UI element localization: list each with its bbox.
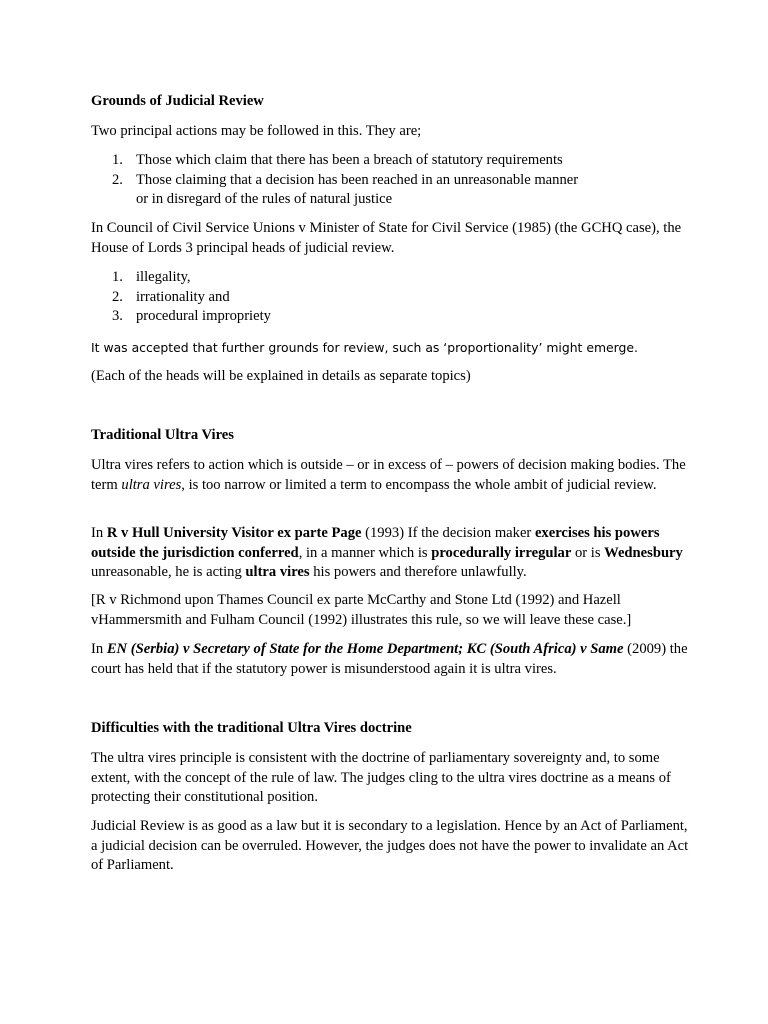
text-run: Ultra vires refers to action which is outside – or in excess of – powers of decision making bodies. The term [91, 457, 686, 493]
case-name: R v Hull University Visitor ex parte Page [106, 525, 362, 541]
difficulties-paragraph-2: Judicial Review is as good as a law but it is secondary to a legislation. Hence by an Act of Parliament, a judicial decision can be overruled. However, the judges does not have the power to invalidate an Act of Parliament. [91, 818, 689, 873]
text-run: unreasonable, he is acting [91, 564, 246, 580]
gchq-paragraph: In Council of Civil Service Unions v Minister of State for Civil Service (1985) (the GCHQ case), the House of Lords 3 principal heads of judicial review. [91, 220, 682, 256]
bold-phrase: Wednesbury [604, 544, 683, 561]
text-run: , is too narrow or limited a term to encompass the whole ambit of judicial review. [181, 476, 657, 493]
heads-note: (Each of the heads will be explained in details as separate topics) [91, 368, 471, 384]
bold-phrase: ultra vires [245, 564, 310, 580]
list-text: irrationality and [136, 288, 230, 305]
hull-university-paragraph [91, 524, 691, 583]
text-run: In [91, 525, 107, 541]
list-number: 2. [112, 171, 123, 188]
heads-list [91, 268, 691, 327]
proportionality-paragraph: It was accepted that further grounds for review, such as ‘proportionality’ might emerge. [91, 340, 638, 355]
text-run: (1993) If the decision maker [361, 525, 535, 541]
list-text: illegality, [136, 269, 191, 285]
text-run: (2009) the court has held that if the statutory power is misunderstood again it is ultra vires. [91, 641, 688, 677]
en-serbia-paragraph [91, 640, 691, 679]
list-text: Those which claim that there has been a breach of statutory requirements [136, 152, 563, 168]
heading-grounds: Grounds of Judicial Review [91, 93, 264, 109]
grounds-intro: Two principal actions may be followed in this. They are; [91, 123, 422, 139]
list-text: Those claiming that a decision has been reached in an unreasonable manner or in disregard of the rules of natural justice [136, 171, 579, 207]
heading-traditional-ultra-vires: Traditional Ultra Vires [91, 427, 234, 443]
text-run: his powers and therefore unlawfully. [309, 564, 527, 580]
bold-phrase: exercises his powers outside the jurisdiction conferred [91, 525, 660, 561]
breach-list [91, 151, 691, 210]
list-item [91, 288, 691, 308]
list-number: 2. [112, 288, 123, 305]
list-number: 3. [112, 308, 123, 324]
text-run: , in a manner which is [298, 544, 432, 561]
difficulties-paragraph-1: The ultra vires principle is consistent with the doctrine of parliamentary sovereignty and, to some extent, with the concept of the rule of law. The judges cling to the ultra vires doctrine as a means of protecting their constitutional position. [91, 750, 671, 805]
list-item [91, 171, 691, 210]
list-item [91, 307, 691, 327]
list-number: 1. [112, 152, 123, 168]
list-item [91, 268, 691, 288]
case-name: EN (Serbia) v Secretary of State for the Home Department; KC (South Africa) v Same [106, 641, 624, 657]
ultra-vires-term: ultra vires [121, 476, 182, 493]
list-number: 1. [112, 269, 123, 285]
list-text: procedural impropriety [136, 308, 271, 324]
richmond-paragraph: [R v Richmond upon Thames Council ex parte McCarthy and Stone Ltd (1992) and Hazell vHammersmith and Fulham Council (1992) illustrates this rule, so we will leave these case.] [91, 592, 632, 628]
text-run: In [91, 641, 107, 657]
text-run: or is [571, 544, 605, 561]
ultra-vires-definition [91, 456, 691, 495]
heading-difficulties: Difficulties with the traditional Ultra Vires doctrine [91, 720, 412, 736]
list-item [91, 151, 691, 171]
bold-phrase: procedurally irregular [431, 544, 572, 561]
